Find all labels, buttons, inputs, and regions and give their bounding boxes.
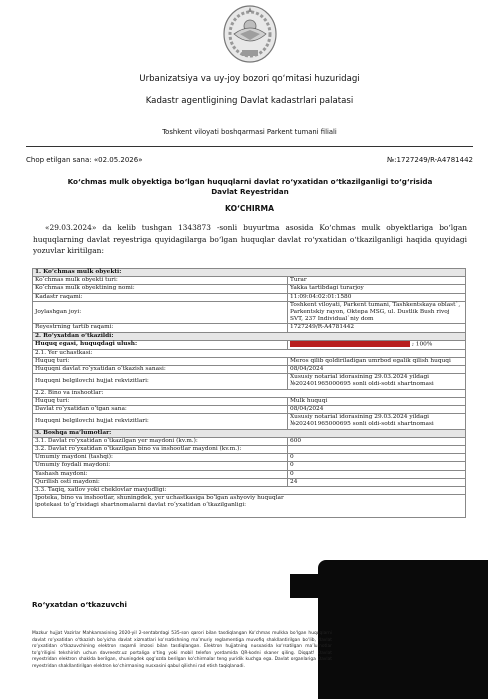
section-header [33, 332, 466, 340]
row-value: Meros qilib qoldiriladigan umrbod egalik qilish huquqi [288, 357, 466, 365]
row-label: Huquq turi: [33, 357, 288, 365]
table-row [33, 454, 466, 462]
redaction-block [318, 560, 488, 699]
row-label: Yashash maydoni: [33, 470, 288, 478]
table-row [33, 374, 466, 389]
header-branch: Toshkent viloyati boshqarmasi Parkent tumani filiali [162, 128, 337, 136]
table-row [33, 293, 466, 301]
table-row [33, 277, 466, 285]
table-row [33, 285, 466, 293]
document-number: №:1727249/R-A4781442 [386, 156, 473, 164]
row-value: 0 [288, 462, 466, 470]
header-organization: Urbanizatsiya va uy-joy bozori qo‘mitasi huzuridagi [139, 74, 360, 84]
table-row [33, 397, 466, 405]
table-row [33, 437, 466, 445]
table-row [33, 486, 466, 494]
row-value: 24 [288, 478, 466, 486]
row-label: Kadastr raqami: [33, 293, 288, 301]
row-value: Xususiy notarial idorasining 29.03.2024 yildagi №202401965000695 sonli oldi-sotdi shartnomasi [288, 414, 466, 429]
table-row [33, 478, 466, 486]
table-row [33, 365, 466, 373]
section-title: 2. Ro‘yxatdan o‘tkazildi: [33, 332, 466, 340]
row-label: Huquqni belgilovchi hujjat rekvizitlari: [33, 414, 288, 429]
table-row [33, 405, 466, 413]
state-emblem-icon [222, 4, 278, 64]
row-value: Yakka tartibdagi turarjoy [288, 285, 466, 293]
row-value: 1727249/R-A4781442 [288, 324, 466, 332]
footer-note: Mazkur hujjat Vazirlar Mahkamasining 2020-yil 2-sentabrdagi 535-son qarori bilan tasdiqlangan Ko‘chmas mulkka bo‘lgan huquqlarni davlat ro‘yxatidan o‘tkazish bo‘yicha davlat xizmatlari ko‘rsatishning ma’muriy reglamentiga muvofiq shakllantirilgan bo‘lib, davlat ro‘yxatidan o‘tkazuvchining elektron raqamli imzosi bilan tasdiqlangan. Elektron hujjatning nusxasida ko‘rsatilgan ma’lumotlar to‘g‘riligini tekshirish uchun davreestr.uz portaliga o‘ting yoki mobil telefon yordamida QR-kodni skaner qiling. Diqqat! Davlat reyestridan elektron shaklda berilgan, shuningdek qog‘ozda berilgan ko‘chirmalar teng yuridik kuchga ega. Davlat organlariga Davlat reyestridan shakllantirilgan elektron ko‘chirmaning nusxasini qabul qilishni rad etish taqiqlanadi. [32, 631, 332, 669]
document-title: Ko‘chmas mulk obyektiga bo‘lgan huquqlarni davlat ro‘yxatidan o‘tkazilganligi to‘g‘risida Davlat Reyestridan [67, 177, 433, 196]
table-row [33, 470, 466, 478]
mortgage-label [33, 495, 466, 518]
table-row [33, 389, 466, 397]
intro-paragraph: «29.03.2024» da kelib tushgan 1343873 -sonli buyurtma asosida Ko‘chmas mulk obyektlariga bo‘lgan huquqlarning davlat reyestriga quyidagilarga bo‘lgan huquqlar davlat ro‘yxatidan o‘tkazilganligi haqida quyidagi yozuvlar kiritilgan: [33, 223, 467, 255]
row-value: Xususiy notarial idorasining 29.03.2024 yildagi №202401965000695 sonli oldi-sotdi shartnomasi [288, 374, 466, 389]
table-row [33, 349, 466, 357]
row-label: Reyestrning tartib raqami: [33, 324, 288, 332]
row-label: 3.2. Davlat ro‘yxatidan o‘tkazilgan bino va inshootlar maydoni (kv.m.): [33, 445, 288, 453]
restrictions-label: 3.3. Taqiq, xatlov yoki cheklovlar mavjudligi: [33, 486, 466, 494]
row-label: Joylashgan joyi: [33, 301, 288, 324]
header-divider [26, 146, 473, 147]
registrar-label: Ro‘yxatdan o‘tkazuvchi [32, 600, 127, 609]
header-chamber: Kadastr agentligining Davlat kadastrlari palatasi [145, 96, 354, 106]
row-value: 11:09:04:02:01:1580 [288, 293, 466, 301]
section-title: 3. Boshqa ma’lumotlar: [33, 429, 466, 437]
registry-table [32, 268, 466, 518]
subsection-title: 2.1. Yer uchastkasi: [33, 349, 466, 357]
row-value: 600 [288, 437, 466, 445]
row-label: Huquq egasi, huquqdagi ulush: [33, 340, 288, 349]
row-label: Huquqni davlat ro‘yxatidan o‘tkazish sanasi: [33, 365, 288, 373]
table-row [33, 445, 466, 453]
subsection-title: 2.2. Bino va inshootlar: [33, 389, 466, 397]
table-row [33, 340, 466, 349]
table-row [33, 414, 466, 429]
row-label: Qurilish osti maydoni: [33, 478, 288, 486]
owner-share: ; 100% [412, 341, 433, 348]
row-value: Mulk huquqi [288, 397, 466, 405]
row-value: Turar [288, 277, 466, 285]
section-header [33, 429, 466, 437]
row-value: 0 [288, 470, 466, 478]
row-label: Umumiy maydoni (tashqi): [33, 454, 288, 462]
document-subtitle: KO‘CHIRMA [225, 204, 274, 213]
mortgage-text: Ipoteka, bino va inshootlar, shuningdek, yer uchastkasiga bo‘lgan ashyoviy huquqlar ipotekasi to‘g‘risidagi shartnomalarni davlat ro‘yxatidan o‘tkazilganligi: [35, 495, 284, 509]
row-label: Ko‘chmas mulk obyektining nomi: [33, 285, 288, 293]
table-row [33, 301, 466, 324]
row-label: Davlat ro‘yxatidan o‘tgan sana: [33, 405, 288, 413]
section-title: 1. Ko‘chmas mulk obyekti: [33, 269, 466, 277]
table-row [33, 495, 466, 518]
table-row [33, 462, 466, 470]
table-row [33, 324, 466, 332]
row-value: Toshkent viloyati, Parkent tumani, Tashkentskaya oblast`, Parkentskiy rayon, Oktepa MSG, ul. Dustlik Bush rivoj SVT, 237 Individual`niy dom [288, 301, 466, 324]
row-label: Huquq turi: [33, 397, 288, 405]
row-value: 08/04/2024 [288, 365, 466, 373]
row-value-owner [288, 340, 466, 349]
table-row [33, 357, 466, 365]
row-value: 0 [288, 454, 466, 462]
row-label: Ko‘chmas mulk obyekti turi: [33, 277, 288, 285]
row-label: 3.1. Davlat ro‘yxatidan o‘tkazilgan yer maydoni (kv.m.): [33, 437, 288, 445]
redacted-owner-bar [290, 341, 410, 347]
print-date: Chop etilgan sana: «02.05.2026» [26, 156, 143, 164]
section-header [33, 269, 466, 277]
row-label: Huquqni belgilovchi hujjat rekvizitlari: [33, 374, 288, 389]
row-value: 08/04/2024 [288, 405, 466, 413]
row-label: Umumiy foydali maydoni: [33, 462, 288, 470]
row-value [288, 445, 466, 453]
